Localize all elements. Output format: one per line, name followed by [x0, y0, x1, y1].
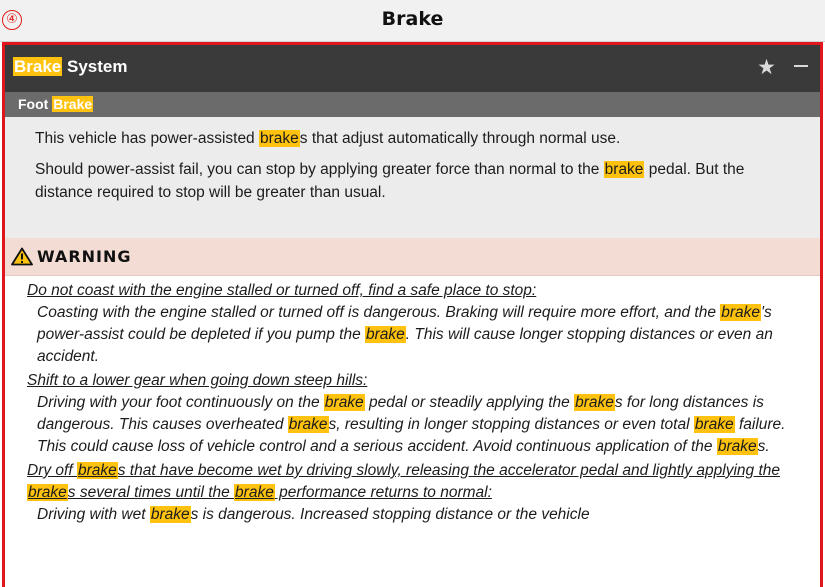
text-segment: performance returns to normal: [274, 484, 492, 501]
content-frame [2, 42, 823, 587]
text-segment: pedal or steadily applying the [364, 394, 575, 411]
search-highlight: brake [721, 304, 761, 321]
text-segment: Should power-assist fail, you can stop by applying greater force than normal to the [35, 161, 604, 178]
text-segment: Dry off [27, 462, 77, 479]
search-highlight: brake [324, 394, 364, 411]
search-highlight: brake [604, 161, 644, 178]
text-segment: s, resulting in longer stopping distances or even total [328, 416, 694, 433]
warning-rule-3 [27, 460, 798, 504]
intro-paragraph-2 [35, 158, 790, 204]
warning-body [5, 276, 820, 526]
search-highlight: brake [717, 438, 757, 455]
text-segment: s several times until the [67, 484, 235, 501]
warning-triangle-icon [11, 247, 33, 266]
subsection-header [5, 92, 820, 117]
text-segment: Driving with your foot continuously on the [37, 394, 324, 411]
warning-rule-1 [27, 280, 798, 302]
text-segment: Driving with wet [37, 506, 150, 523]
text-segment: Do not coast with the engine stalled or turned off, find a safe place to stop: [27, 282, 537, 299]
text-segment: Shift to a lower gear when going down steep hills: [27, 372, 368, 389]
text-segment: s is dangerous. Increased stopping distance or the vehicle [190, 506, 590, 523]
search-highlight: brake [366, 326, 405, 343]
title-bar [0, 0, 825, 42]
search-highlight: brake [150, 506, 190, 523]
text-segment: s that adjust automatically through normal use. [299, 130, 621, 147]
search-highlight: brake [260, 130, 299, 147]
page-title: Brake [381, 8, 444, 30]
collapse-icon[interactable] [794, 65, 808, 67]
intro-text [5, 117, 820, 238]
text-segment: Coasting with the engine stalled or turned off is dangerous. Braking will require more effort, and the [37, 304, 721, 321]
warning-label: WARNING [37, 247, 132, 266]
section-header[interactable] [5, 45, 820, 92]
search-highlight: brake [235, 484, 274, 501]
text-segment: s that have become wet by driving slowly, releasing the accelerator pedal and lightly applying the [117, 462, 781, 479]
text-segment: failure. This could cause loss of vehicle control and a serious accident. Avoid continuous application of the [37, 416, 786, 455]
favorite-star-icon[interactable]: ★ [757, 55, 776, 79]
warning-desc-2 [27, 392, 798, 458]
search-highlight: brake [694, 416, 734, 433]
text-segment: This vehicle has power-assisted [35, 130, 259, 147]
text-segment: pedal. But the distance required to stop will be greater than usual. [35, 161, 745, 201]
intro-paragraph-1 [35, 127, 790, 150]
text-segment: 's power-assist could be depleted if you pump the [37, 304, 772, 343]
search-highlight: brake [575, 394, 614, 411]
search-highlight: Brake [53, 96, 93, 112]
text-segment: s for long distances is dangerous. This causes overheated [37, 394, 764, 433]
section-title: Brake System [14, 57, 128, 76]
warning-desc-1 [27, 302, 798, 368]
warning-header [5, 238, 820, 276]
search-highlight: brake [28, 484, 67, 501]
search-highlight: brake [288, 416, 328, 433]
warning-rule-2 [27, 370, 798, 392]
text-segment: . This will cause longer stopping distances or even an accident. [37, 326, 773, 365]
search-highlight: brake [77, 462, 117, 479]
subsection-title: Foot Brake [18, 96, 93, 112]
search-highlight: Brake [14, 57, 62, 76]
text-segment: s. [757, 438, 770, 455]
warning-desc-3 [27, 504, 798, 526]
step-marker: ④ [2, 10, 22, 30]
